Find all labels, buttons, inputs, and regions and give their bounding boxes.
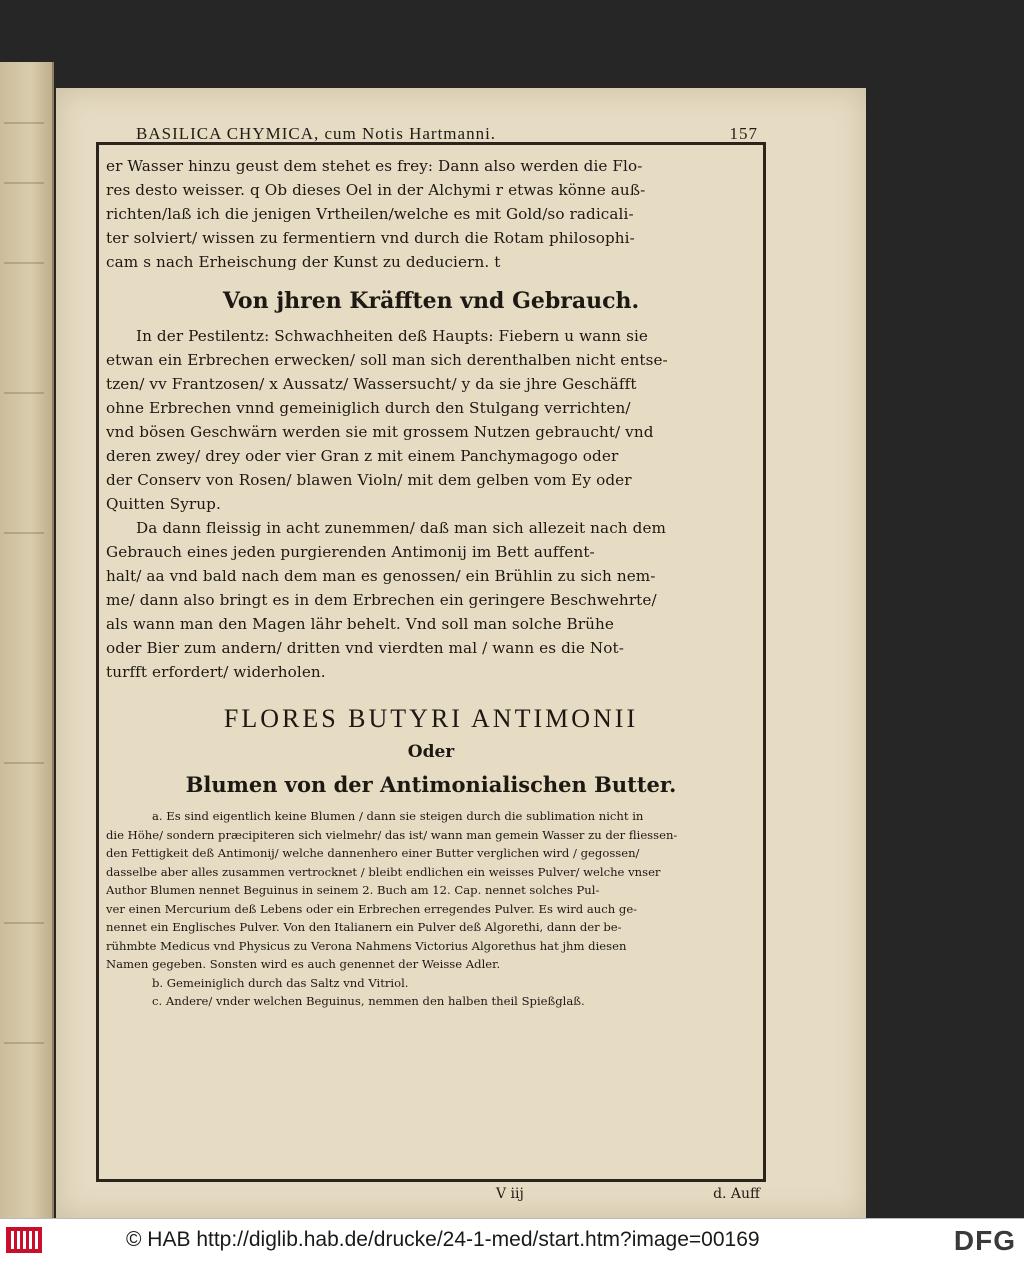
text-line: ohne Erbrechen vnnd gemeiniglich durch den Stulgang verrichten/ bbox=[106, 399, 631, 417]
copyright-link[interactable]: © HAB http://diglib.hab.de/drucke/24-1-med/start.htm?image=00169 bbox=[126, 1228, 760, 1251]
page-number: 157 bbox=[729, 124, 758, 143]
text-line: cam s nach Erheischung der Kunst zu deduciern. t bbox=[106, 253, 501, 271]
signature-mark: V iij bbox=[496, 1186, 524, 1202]
note-line: Author Blumen nennet Beguinus in seinem 2. Buch am 12. Cap. nennet solches Pul- bbox=[106, 883, 600, 897]
text-line: In der Pestilentz: Schwachheiten deß Haupts: Fiebern u wann sie bbox=[136, 327, 649, 345]
paragraph-1 bbox=[106, 154, 756, 274]
text-line: richten/laß ich die jenigen Vrtheilen/welche es mit Gold/so radicali- bbox=[106, 205, 634, 223]
text-line: als wann man den Magen lähr behelt. Vnd soll man solche Brühe bbox=[106, 615, 614, 633]
note-line: den Fettigkeit deß Antimonij/ welche dannenhero einer Butter verglichen wird / gegossen/ bbox=[106, 846, 640, 860]
note-line: die Höhe/ sondern præcipiteren sich vielmehr/ das ist/ wann man gemein Wasser zu der fliessen- bbox=[106, 827, 678, 842]
adjacent-page-edge bbox=[0, 62, 54, 1222]
text-line: me/ dann also bringt es in dem Erbrechen ein geringere Beschwehrte/ bbox=[106, 591, 657, 609]
page-footer-marks bbox=[96, 1186, 766, 1210]
text-line: deren zwey/ drey oder vier Gran z mit einem Panchymagogo oder bbox=[106, 447, 619, 465]
footnotes bbox=[106, 807, 756, 1011]
note-line: nennet ein Englisches Pulver. Von den Italianern ein Pulver deß Algorethi, dann der be- bbox=[106, 920, 622, 934]
text-line: oder Bier zum andern/ dritten vnd vierdten mal / wann es die Not- bbox=[106, 639, 624, 657]
text-line: ter solviert/ wissen zu fermentiern vnd durch die Rotam philosophi- bbox=[106, 229, 635, 247]
text-line: halt/ aa vnd bald nach dem man es genossen/ ein Brühlin zu sich nem- bbox=[106, 567, 656, 585]
text-line: der Conserv von Rosen/ blawen Violn/ mit dem gelben vom Ey oder bbox=[106, 471, 632, 489]
section-heading: Von jhren Kräfften vnd Gebrauch. bbox=[222, 288, 640, 314]
paragraph-3 bbox=[106, 516, 756, 684]
book-page bbox=[56, 88, 866, 1218]
note-line: b. Gemeiniglich durch das Saltz vnd Vitriol. bbox=[152, 975, 409, 990]
text-line: res desto weisser. q Ob dieses Oel in der Alchymi r etwas könne auß- bbox=[106, 181, 646, 199]
text-line: turfft erfordert/ widerholen. bbox=[106, 663, 326, 681]
text-line: er Wasser hinzu geust dem stehet es frey: Dann also werden die Flo- bbox=[106, 157, 643, 175]
chapter-subtitle: Blumen von der Antimonialischen Butter. bbox=[185, 772, 677, 797]
note-line: c. Andere/ vnder welchen Beguinus, nemmen den halben theil Spießglaß. bbox=[152, 994, 585, 1008]
note-line: Namen gegeben. Sonsten wird es auch genennet der Weisse Adler. bbox=[106, 957, 501, 971]
chapter-title: FLORES BUTYRI ANTIMONII bbox=[223, 704, 639, 733]
running-header bbox=[96, 118, 766, 144]
note-line: ver einen Mercurium deß Lebens oder ein Erbrechen erregendes Pulver. Es wird auch ge- bbox=[106, 901, 638, 916]
text-line: Da dann fleissig in acht zunemmen/ daß man sich allezeit nach dem bbox=[136, 519, 667, 537]
note-line: dasselbe aber alles zusammen vertrocknet / bleibt endlichen ein weisses Pulver/ welche vnser bbox=[106, 864, 661, 879]
viewer-footer bbox=[0, 1218, 1024, 1261]
text-line: etwan ein Erbrechen erwecken/ soll man sich derenthalben nicht entse- bbox=[106, 351, 668, 369]
text-line: tzen/ vv Frantzosen/ x Aussatz/ Wassersucht/ y da sie jhre Geschäfft bbox=[106, 375, 637, 393]
text-line: vnd bösen Geschwärn werden sie mit grossem Nutzen gebraucht/ vnd bbox=[106, 423, 654, 441]
note-line: a. Es sind eigentlich keine Blumen / dann sie steigen durch die sublimation nicht in bbox=[152, 809, 644, 823]
main-text bbox=[106, 154, 756, 1011]
header-title: BASILICA CHYMICA, cum Notis Hartmanni. bbox=[136, 124, 497, 143]
text-line: Gebrauch eines jeden purgierenden Antimonij im Bett auffent- bbox=[106, 543, 595, 561]
title-connector: Oder bbox=[407, 742, 455, 762]
hab-logo-icon bbox=[6, 1227, 42, 1253]
dfg-logo: DFG bbox=[953, 1225, 1016, 1256]
note-line: rühmbte Medicus vnd Physicus zu Verona Nahmens Victorius Algorethus hat jhm diesen bbox=[106, 938, 627, 953]
paragraph-2 bbox=[106, 324, 756, 516]
catchword: d. Auff bbox=[713, 1186, 760, 1202]
text-line: Quitten Syrup. bbox=[106, 495, 221, 513]
